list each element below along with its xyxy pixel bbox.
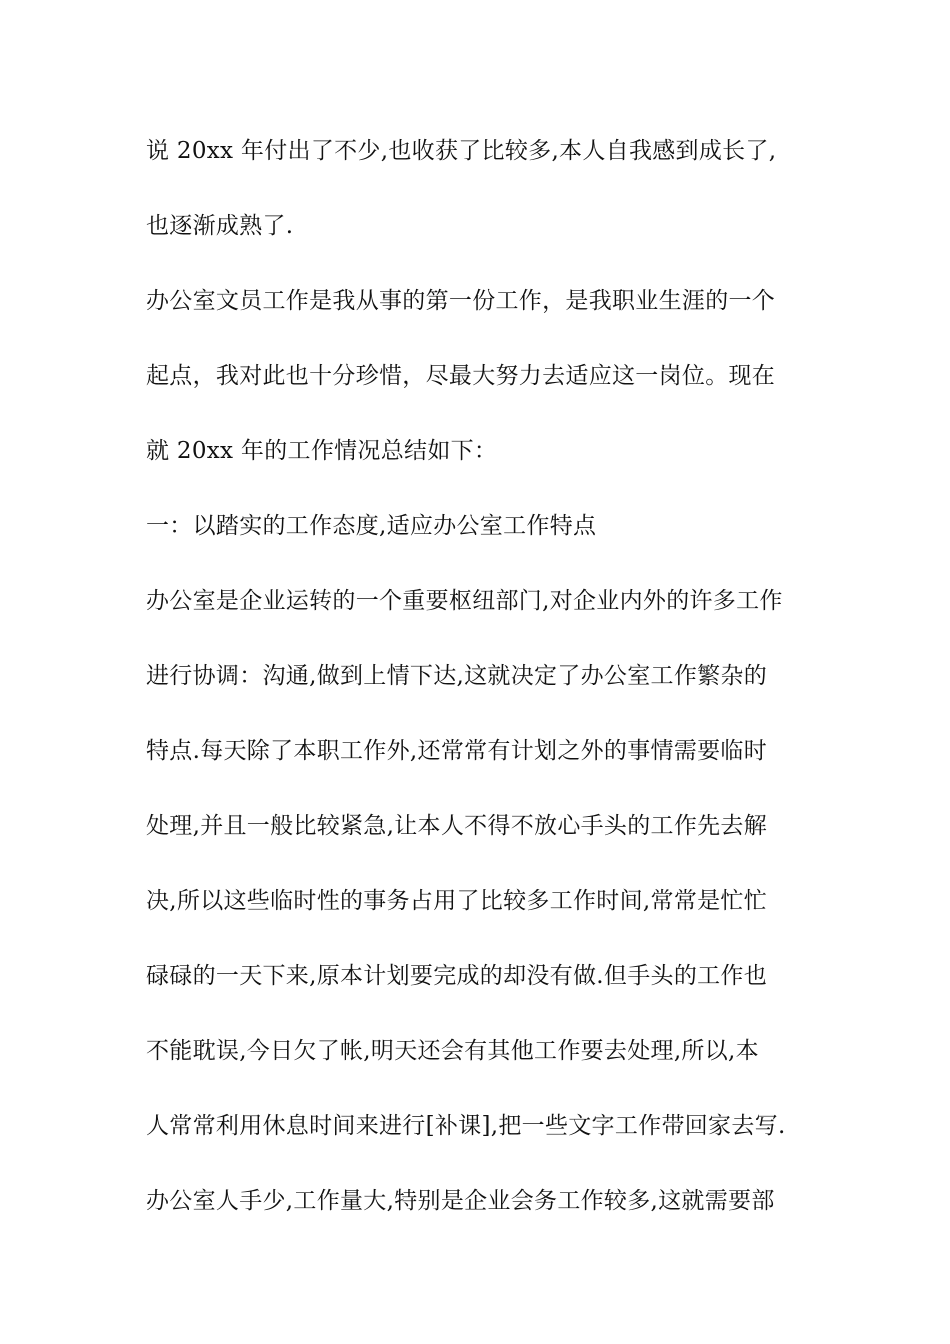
section-heading: 一：以踏实的工作态度,适应办公室工作特点 (146, 513, 597, 539)
text-line: 办公室人手少,工作量大,特别是企业会务工作较多,这就需要部 (146, 1188, 775, 1214)
text-line: 办公室是企业运转的一个重要枢纽部门,对企业内外的许多工作 (146, 588, 783, 614)
text-line: 特点.每天除了本职工作外,还常常有计划之外的事情需要临时 (146, 738, 768, 764)
text-line: 进行协调：沟通,做到上情下达,这就决定了办公室工作繁杂的 (146, 663, 768, 689)
text-line: 碌碌的一天下来,原本计划要完成的却没有做.但手头的工作也 (146, 963, 768, 989)
text-line: 不能耽误,今日欠了帐,明天还会有其他工作要去处理,所以,本 (146, 1038, 759, 1064)
text-line: 办公室文员工作是我从事的第一份工作，是我职业生涯的一个 (146, 288, 776, 314)
text-line: 决,所以这些临时性的事务占用了比较多工作时间,常常是忙忙 (146, 888, 768, 914)
text-line: 也逐渐成熟了. (146, 213, 294, 239)
text-line: 就 20xx 年的工作情况总结如下： (146, 438, 498, 464)
text-line: 起点，我对此也十分珍惜，尽最大努力去适应这一岗位。现在 (146, 363, 776, 389)
text-line: 说 20xx 年付出了不少,也收获了比较多,本人自我感到成长了, (146, 138, 777, 164)
text-line: 人常常利用休息时间来进行[补课],把一些文字工作带回家去写. (146, 1113, 786, 1139)
text-line: 处理,并且一般比较紧急,让本人不得不放心手头的工作先去解 (146, 813, 768, 839)
